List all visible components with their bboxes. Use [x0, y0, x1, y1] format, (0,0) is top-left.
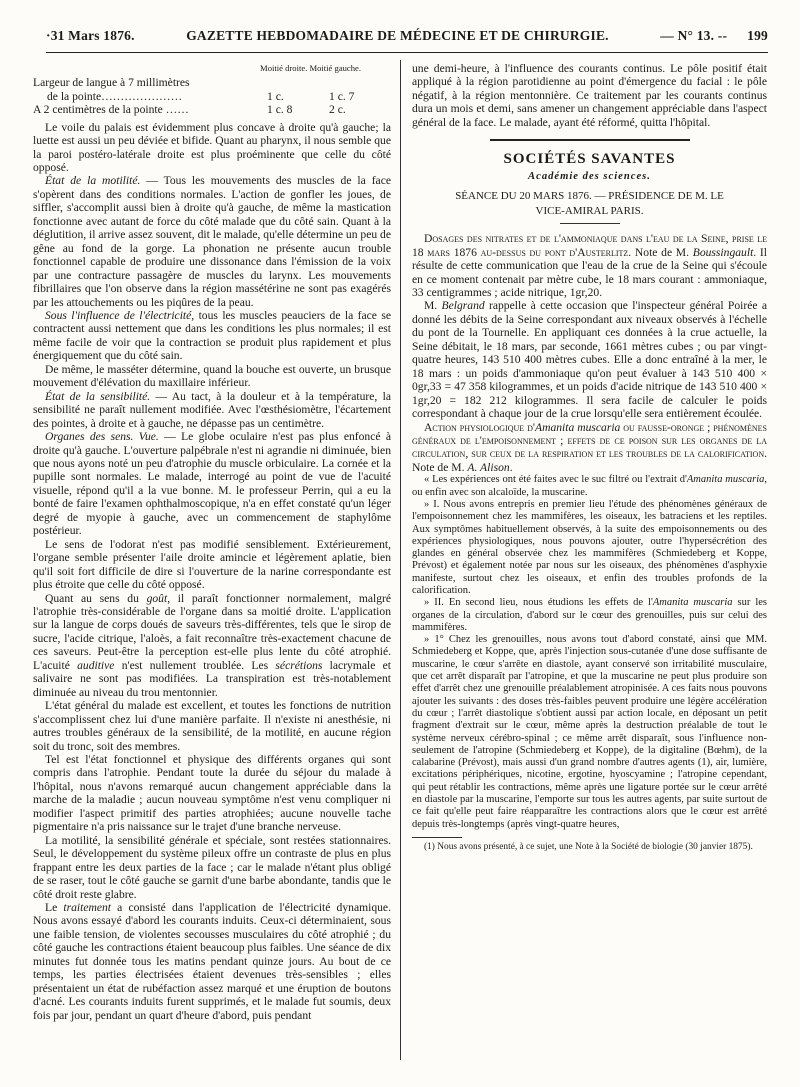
header-date: ·31 Mars 1876.	[46, 28, 135, 43]
seance-line: VICE-AMIRAL PARIS.	[535, 205, 644, 218]
paragraph-motility	[33, 174, 391, 309]
paragraph-text: sur les organes de la circulation, d'abord sur le cœur des grenouilles, puis sur celui des mammifères.	[412, 597, 767, 633]
column-divider	[400, 60, 401, 1060]
table-row	[33, 103, 391, 116]
seance-heading	[412, 189, 767, 219]
paragraph-text: rappelle à cette occasion que l'inspecteur général Poirée a donné les débits de la Seine correspondant aux niveaux observés à l'échelle du pont de la Tournelle. En appliquant ces données à la crue actuelle, la Seine débitait, le 18 mars, par seconde, 1661 mètres cubes ; ou par vingt-quatre heures, 143 510 400 mètres cubes. Elle a donc entraîné à la mer, le 18 mars : un poids d'ammoniaque qu'on peut évaluer à 143 510 400 × 0gr,33 = 47 358 kilogrammes, et un poids d'acide nitrique de 143 510 400 × 1gr,20 = 182 212 kilogrammes. Il sera facile de calculer le poids correspondant à chaque jour de la crue lorsqu'elle sera entièrement écoulée.	[412, 299, 768, 421]
paragraph-general-state: L'état général du malade est excellent, et toutes les fonctions de nutrition s'accomplissent chez lui d'une manière parfaite. Il n'existe ni anesthésie, ni autres troubles généraux de la sensibilité, de la motilité, en aucune région soit du tronc, soit des membres.	[33, 699, 391, 753]
measure-table-header: Moitié droite. Moitié gauche.	[260, 63, 361, 73]
header-title: GAZETTE HEBDOMADAIRE DE MÉDECINE ET DE CHIRURGIE.	[186, 28, 609, 43]
paragraph-dosages	[412, 232, 767, 299]
table-cell: 2 c.	[329, 103, 346, 117]
paragraph-text: . Il résulte de cette communication que l'eau de la crue de la Seine qui s'écoule en ce moment contenait par mètre cube, le 18 mars courant : ammoniaque, 33 centigrammes ; acide nitrique, 1gr,20.	[412, 245, 767, 299]
term-secretions: sécrétions	[275, 658, 323, 672]
table-cell: A 2 centimètres de la pointe ……	[33, 103, 189, 117]
header-issue-block	[660, 28, 768, 44]
table-cell: 1 c.	[267, 89, 284, 103]
paragraph-masseter: De même, le masséter détermine, quand la bouche est ouverte, un brusque mouvement d'élévation du maxillaire inférieur.	[33, 362, 391, 390]
quote-paragraph: » I. Nous avons entrepris en premier lieu l'étude des phénomènes généraux de l'empoisonnement chez les mammifères, les oiseaux, les batraciens et les reptiles. Aux symptômes habituellement observés, à la suite des empoisonnements ou des expériences physiologiques, nous pouvons ajouter, outre l'hypersécrétion des glandes en général observée chez les mammifères (Schmiedeberg et Koppe, Prévost) et également notée par nous sur les oiseaux, des phénomènes d'asphyxie manifeste, surtout chez les oiseaux, et enfin des troubles profonds de la calorification.	[412, 498, 767, 596]
quote-paragraph: » 1° Chez les grenouilles, nous avons tout d'abord constaté, ainsi que MM. Schmiedeberg et Koppe, que, après l'injection sous-cutanée d'une dose suffisante de muscarine, le cœur s'arrête en diastole, ayant conservé son irritabilité musculaire, que cet arrêt disparaît par l'atropine, et que la muscarine ne peut plus produire son effet d'arrêt chez une grenouille préalablement atropinisée. A ces faits nous pouvons ajouter les suivants : des doses très-faibles peuvent produire une légère accélération du cœur ; l'arrêt diastolique s'obtient aussi par action locale, en déposant un petit fragment d'extrait sur le cœur, même après la destruction préalable de tout le système nerveux cérébro-spinal ; ce même arrêt disparaît, sous l'influence non-seulement de l'atropine (Schmiedeberg et Koppe), de la digitaline (Bœhm), de la calabarine (Prévost), mais aussi d'un grand nombre d'autres agents (1), air, lumière, excitations périphériques, nicotine, ergotine, hyoscyamine ; l'atropine cependant, qui peut rétablir les contractions, même après une ligature portée sur le cœur arrêté en diastole par la muscarine, l'emporte sur tous les autres agents, par suite surtout de ce fait qu'elle peut faire réapparaître les contractions alors que le cœur est arrêté depuis très-longtemps (après vingt-quatre heures,	[412, 634, 767, 830]
species-name: Amanita muscaria	[652, 597, 733, 609]
heading-motility: État de la motilité.	[45, 174, 141, 188]
quote-paragraph	[412, 474, 767, 499]
paragraph-text: — Au tact, à la douleur et à la température, la sensibilité ne paraît nullement modifiée. Avec l'œsthésiomètre, l'écartement des pointes, à droite et à gauche, ne dépasse pas un centimètre.	[33, 389, 391, 430]
paragraph-text: Note de M.	[631, 245, 693, 259]
quoted-note	[412, 474, 767, 831]
paragraph-text: Note de M.	[412, 460, 468, 474]
paragraph-sensibility	[33, 390, 391, 430]
table-cell: de la pointe…………………	[47, 89, 183, 103]
paragraph-hair: La motilité, la sensibilité générale et spéciale, sont restées stationnaires. Seul, le développement du système pileux offre un contraste de plus en plus frappant entre les deux parties de la face ; car le malade n'étant plus obligé de se raser, tout le côté gauche se garnit d'une barbe abondante, tandis que le côté droit reste glabre.	[33, 833, 391, 901]
author-name: A. Alison	[467, 460, 510, 474]
measure-table	[33, 76, 391, 116]
paragraph-text: .	[509, 460, 513, 474]
paragraph-text: n'est nullement troublée. Les	[114, 658, 276, 672]
paragraph-belgrand	[412, 299, 767, 420]
table-cell: 1 c. 8	[267, 103, 293, 117]
paragraph-text: — Le globe oculaire n'est pas plus enfoncé à droite qu'à gauche. L'ouverture palpébrale n'est ni agrandie ni diminuée, bien que nous ayons noté un peu d'atrophie du muscle orbiculaire. La cornée et la pupille sont normales. Le malade, interrogé au point de vue de l'acuité visuelle, répond qu'il a la vue bonne. M. le professeur Perrin, qui a eu la bonté de faire l'examen ophthalmoscopique, n'a en effet constaté qu'un léger degré de myopie à gauche, avec un commencement de staphylôme postérieur.	[33, 430, 391, 538]
paragraph-continuation: une demi-heure, à l'influence des courants continus. Le pôle positif était appliqué à la région parotidienne au point d'émergence du facial : le pôle négatif, à la région mentonnière. Ce traitement par les courants continus dura un mois et demi, sans amener un changement appréciable dans l'aspect général de la face. Le malade, ayant été réformé, quitta l'hôpital.	[412, 62, 767, 129]
paragraph-text: « Les expériences ont été faites avec le suc filtré ou l'extrait d'	[424, 474, 687, 486]
separator-rule	[560, 223, 620, 224]
paragraph-text: Quant au sens du	[45, 591, 147, 605]
heading-senses: Organes des sens. Vue.	[45, 430, 159, 444]
paragraph-electricity	[33, 309, 391, 363]
paragraph-text: » II. En second lieu, nous étudions les effets de l'	[424, 597, 653, 609]
seance-line: SÉANCE DU 20 MARS 1876. — PRÉSIDENCE DE M. LE	[455, 190, 724, 203]
left-column	[33, 62, 391, 1022]
paragraph-text: , ou enfin avec son alcaloïde, la muscarine.	[412, 474, 767, 498]
heading-sensibility: État de la sensibilité.	[45, 389, 151, 403]
table-row	[33, 90, 391, 103]
paragraph-smell: Le sens de l'odorat n'est pas modifié sensiblement. Extérieurement, l'organe semble présenter l'aile droite amincie et légèrement aplatie, bien qu'il soit fort difficile de dire si l'ouverture de la narine correspondante est plus étroite que celle du côté opposé.	[33, 537, 391, 592]
paragraph-text: a consisté dans l'application de l'électricité dynamique. Nous avons essayé d'abord les courants induits. Ceux-ci déterminaient, sous une faible tension, de violentes secousses musculaires du côté atrophié ; du côté gauche les contractions étaient beaucoup plus faibles. Une séance de dix minutes fut donnée tous les matins pendant quinze jours. Au bout de ce temps, les parties électrisées étaient devenues très-sensibles ; elles présentaient un état de rubéfaction assez marqué et une éruption de boutons d'acné. Les courants induits furent supprimés, et le malade fut soumis, deux fois par jour, pendant un quart d'heure d'abord, puis pendant	[33, 900, 391, 1022]
paragraph-palate: Le voile du palais est évidemment plus concave à droite qu'à gauche; la luette est aussi un peu déviée et bifide. Quant au pharynx, il nous semble que la paroi postéro-latérale droite est plus proéminente que celle du côté opposé.	[33, 120, 391, 175]
table-cell: 1 c. 7	[329, 89, 355, 103]
species-name: Amanita muscaria	[686, 474, 765, 486]
academy-heading: Académie des sciences.	[528, 170, 651, 182]
author-name: Belgrand	[441, 299, 485, 313]
table-cell: Largeur de langue à 7 millimètres	[33, 76, 190, 90]
paragraph-text: M.	[424, 299, 442, 313]
footnote-rule	[412, 837, 462, 838]
article-heading: ou fausse-oronge ; phénomènes généraux de l'empoisonnement ; effets de ce poison sur les organes de la circulation, sur ceux de la respiration et les troubles de la calorification.	[412, 420, 768, 461]
term-traitement: traitement	[63, 900, 112, 914]
right-column	[412, 62, 767, 853]
table-row	[33, 76, 391, 89]
table-cell	[329, 76, 391, 89]
section-title: SOCIÉTÉS SAVANTES	[503, 151, 676, 168]
quote-paragraph	[412, 597, 767, 634]
paragraph-text: , il paraît fonctionner normalement, malgré l'atrophie très-considérable de l'organe dans sa moitié droite. L'application sur la langue de corps doués de saveurs très-différentes, tels que le sirop de sucre, l'acide citrique, l'aloès, a fait reconnaître très-exactement chacune de ces saveurs. Peut-être la perception est-elle plus lente du côté atrophié. L'acuité	[33, 591, 392, 672]
species-name: Amanita muscaria	[534, 420, 621, 434]
heading-electricity: Sous l'influence de l'électricité,	[45, 309, 195, 323]
page-number: 199	[747, 28, 768, 43]
paragraph-text: Le	[45, 900, 64, 914]
paragraph-text: lacrymale et salivaire ne sont pas modifiées. La transpiration est très-notablement diminuée au niveau du trou mentonnier.	[33, 658, 391, 699]
paragraph-text: — Tous les mouvements des muscles de la face s'opèrent dans des conditions normales. L'action de gonfler les joues, de siffler, s'accomplit aussi bien à droite qu'à gauche, de même la mastication fonctionne avec autant de force du côté malade que du côté sain. Quant à la déglutition, il arrive assez souvent, dit le malade, qu'elle détermine un peu de gêne au fond de la gorge. La phonation ne présente aucun trouble fonctionnel capable de produire une dissonance dans l'émission de la voix par une contracture passagère de muscles du larynx. Les mouvements fibrillaires que l'on observe dans la région massétérine ne sont pas exagérés par les attouchements ou les piqûres de la peau.	[33, 174, 391, 309]
article-heading: Action physiologique d'	[424, 420, 535, 434]
author-name: Boussingault	[692, 245, 754, 259]
section-rule	[490, 139, 690, 141]
table-cell	[267, 76, 329, 89]
paragraph-text: tous les muscles peauciers de la face se contractent aussi nettement que dans les conditions les plus normales; il est même facile de voir que la contraction se produit plus rapidement et plus énergiquement que du côté sain.	[33, 309, 391, 363]
article-heading: Dosages des nitrates et de l'ammoniaque dans l'eau de la Seine, prise le 18 mars 1876 au-dessus du pont d'Austerlitz.	[412, 232, 767, 259]
paragraph-atrophy: Tel est l'état fonctionnel et physique des différents organes qui sont compris dans l'atrophie. Pendant toute la durée du séjour du malade à l'hôpital, nous n'avons remarqué aucun changement appréciable dans la marche de la maladie ; aucun nouveau symptôme n'est venu compliquer ni modifier l'aspect primitif des parties atrophiées; aucune nouvelle tache pigmentaire n'a pris naissance sur le trajet d'une branche nerveuse.	[33, 752, 391, 834]
paragraph-taste	[33, 592, 391, 700]
page-header	[46, 28, 768, 53]
term-auditive: auditive	[77, 658, 115, 672]
term-gout: goût	[146, 591, 168, 605]
paragraph-action-heading	[412, 421, 767, 475]
paragraph-vision	[33, 430, 391, 538]
paragraph-treatment	[33, 901, 391, 1022]
header-issue: — N° 13. --	[660, 28, 728, 43]
footnote: (1) Nous avons présenté, à ce sujet, une Note à la Société de biologie (30 janvier 1875).	[424, 841, 753, 852]
